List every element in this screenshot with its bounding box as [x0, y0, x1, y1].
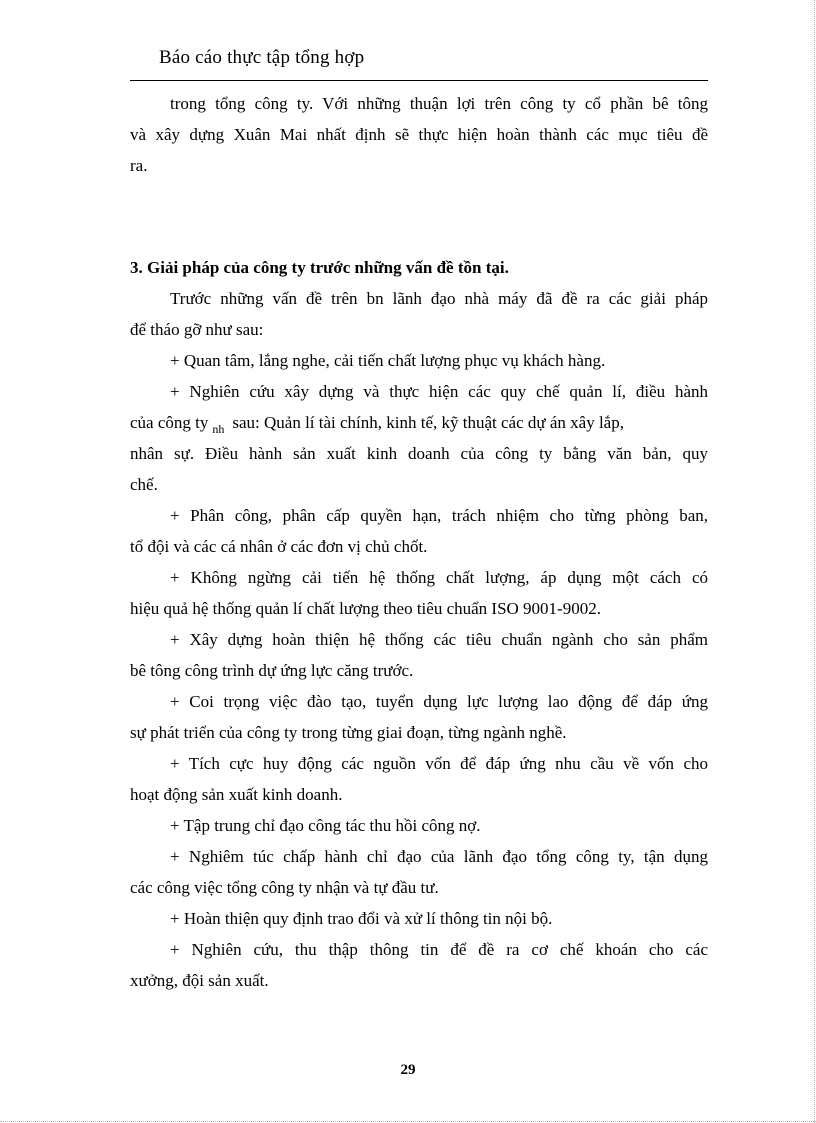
document-body — [130, 88, 708, 996]
text-line: + Tập trung chỉ đạo công tác thu hồi công nợ. — [170, 816, 481, 835]
text-line: các công việc tổng công ty nhận và tự đầu tư. — [130, 878, 439, 897]
intro-paragraph — [130, 88, 708, 181]
text-line: và xây dựng Xuân Mai nhất định sẽ thực hiện hoàn thành các mục tiêu đề — [130, 125, 708, 144]
text-line: tổ đội và các cá nhân ở các đơn vị chủ chốt. — [130, 537, 428, 556]
text-line: để tháo gỡ như sau: — [130, 320, 264, 339]
text-line: chế. — [130, 475, 158, 494]
solution-item-4 — [130, 562, 708, 624]
section-heading: 3. Giải pháp của công ty trước những vấn đề tồn tại. — [130, 258, 509, 277]
text-line: bê tông công trình dự ứng lực căng trước. — [130, 661, 414, 680]
solution-item-11 — [130, 934, 708, 996]
solution-item-7 — [130, 748, 708, 810]
text-line: ra. — [130, 156, 148, 175]
text-line: + Phân công, phân cấp quyền hạn, trách nhiệm cho từng phòng ban, — [170, 506, 708, 525]
text-line-with-subscript — [130, 407, 708, 438]
solution-item-3 — [130, 500, 708, 562]
solution-item-5 — [130, 624, 708, 686]
text-line: + Quan tâm, lắng nghe, cải tiến chất lượng phục vụ khách hàng. — [170, 351, 606, 370]
subscript-fragment: nh — [212, 422, 225, 436]
line-rest: sau: Quản lí tài chính, kinh tế, kỹ thuật các dự án xây lắp, — [232, 413, 624, 432]
text-line: + Nghiên cứu, thu thập thông tin để đề ra cơ chế khoán cho các — [170, 940, 708, 959]
solution-item-8 — [130, 810, 708, 841]
paragraph-spacer — [130, 181, 708, 252]
page-header-title: Báo cáo thực tập tổng hợp — [159, 47, 365, 68]
solution-item-10 — [130, 903, 708, 934]
header-divider — [130, 80, 708, 81]
text-line: + Nghiêm túc chấp hành chỉ đạo của lãnh đạo tổng công ty, tận dụng — [170, 847, 708, 866]
solution-item-2 — [130, 376, 708, 500]
solution-item-1 — [130, 345, 708, 376]
text-line: xưởng, đội sản xuất. — [130, 971, 269, 990]
text-line: hoạt động sản xuất kinh doanh. — [130, 785, 343, 804]
solution-item-6 — [130, 686, 708, 748]
text-line: + Xây dựng hoàn thiện hệ thống các tiêu chuẩn ngành cho sản phẩm — [170, 630, 708, 649]
solution-item-9 — [130, 841, 708, 903]
page-number: 29 — [400, 1062, 416, 1078]
text-line: + Không ngừng cải tiến hệ thống chất lượng, áp dụng một cách có — [170, 568, 708, 587]
lead-paragraph — [130, 283, 708, 345]
text-line: trong tổng công ty. Với những thuận lợi trên công ty cổ phần bê tông — [170, 94, 708, 113]
text-line: nhân sự. Điều hành sản xuất kinh doanh của công ty bằng văn bản, quy — [130, 444, 708, 463]
text-line: + Coi trọng việc đào tạo, tuyển dụng lực lượng lao động để đáp ứng — [170, 692, 708, 711]
text-line: Trước những vấn đề trên bn lãnh đạo nhà máy đã đề ra các giải pháp — [170, 289, 708, 308]
text-line: + Tích cực huy động các nguồn vốn để đáp ứng nhu cầu về vốn cho — [170, 754, 708, 773]
text-line: sự phát triển của công ty trong từng giai đoạn, từng ngành nghề. — [130, 723, 567, 742]
text-line: hiệu quả hệ thống quản lí chất lượng theo tiêu chuẩn ISO 9001-9002. — [130, 599, 601, 618]
line-prefix: của công ty — [130, 413, 209, 432]
text-line: + Hoàn thiện quy định trao đổi và xử lí thông tin nội bộ. — [170, 909, 553, 928]
text-line: + Nghiên cứu xây dựng và thực hiện các quy chế quản lí, điều hành — [170, 382, 708, 401]
